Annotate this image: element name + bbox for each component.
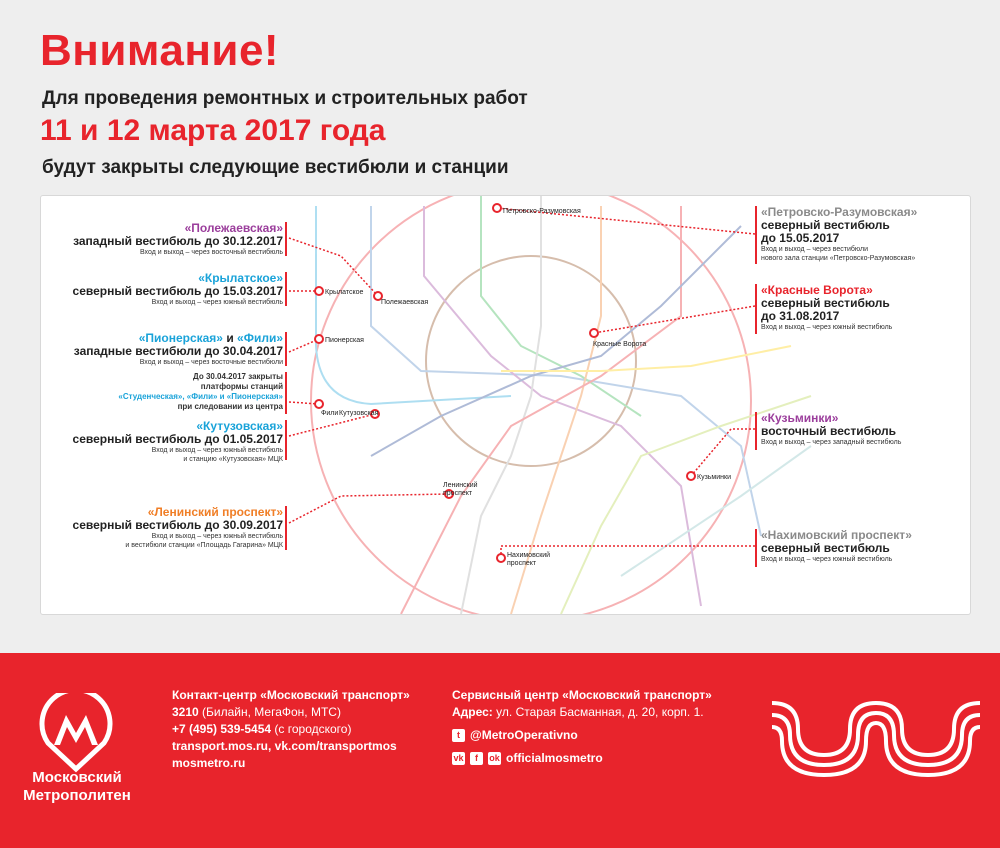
station-marker-pionerskaya: [315, 335, 323, 343]
map-label-leninsky-2: проспект: [443, 490, 473, 497]
note-small: Вход и выход – через южный вестибюль: [151, 447, 283, 454]
note-small: Вход и выход – через восточные вестибюли: [139, 359, 283, 366]
note-bracket: [755, 206, 757, 264]
station-marker-petrovsko: [493, 204, 501, 212]
service-center-block: [452, 687, 712, 767]
contact-phone[interactable]: +7 (495) 539-5454: [172, 722, 272, 736]
map-label-polezhaevskaya: Полежаевская: [381, 299, 429, 306]
vk-icon[interactable]: vk: [453, 753, 464, 763]
note-detail: до 15.05.2017: [761, 231, 840, 245]
note-leninsky: [73, 506, 283, 550]
note-detail: северный вестибюль: [761, 296, 890, 310]
note-polezhaevskaya: [73, 222, 283, 257]
note-kutuzovskaya: [73, 420, 283, 464]
note-station-name: «Петровско-Разумовская»: [761, 205, 918, 219]
metro-wave-icon: [768, 689, 990, 781]
note-name-a: «Пионерская»: [138, 331, 223, 345]
twitter-row: [452, 727, 712, 744]
note-small: Вход и выход – через восточный вестибюль: [139, 249, 283, 256]
map-label-kutuzovskaya: Кутузовская: [339, 410, 379, 417]
announcement-line-3: будут закрыты следующие вестибюли и станции: [42, 157, 509, 178]
note-small: и станцию «Кутузовская» МЦК: [183, 456, 283, 463]
connector-kutuzovskaya: [289, 414, 375, 436]
note-krylatskoe: [73, 272, 283, 307]
note-bracket: [755, 412, 757, 450]
note-kuzminki: [761, 412, 901, 447]
note-bracket: [285, 222, 287, 256]
odnoklassniki-icon[interactable]: ok: [489, 753, 500, 763]
contact-phone-line: [172, 721, 410, 738]
note-small: Вход и выход – через южный вестибюль: [761, 324, 893, 331]
note-line: платформы станций: [200, 382, 283, 391]
note-detail: северный вестибюль до 30.09.2017: [72, 518, 283, 532]
note-petrovsko: [761, 206, 917, 263]
note-stations: «Студенческая», «Фили» и «Пионерская»: [118, 392, 283, 401]
contact-phone-note: (с городского): [274, 722, 352, 736]
note-detail: восточный вестибюль: [761, 424, 897, 438]
zamoskvoretskaya-line: [481, 196, 641, 416]
note-bracket: [755, 284, 757, 334]
note-detail: западные вестибюли до 30.04.2017: [73, 344, 283, 358]
contact-center-block: [172, 687, 410, 772]
brand-line-2: Метрополитен: [23, 787, 131, 804]
page-title: Внимание!: [40, 26, 280, 75]
note-line: при следовании из центра: [177, 402, 283, 411]
note-station-name: «Кутузовская»: [196, 419, 283, 433]
note-line: До 30.04.2017 закрыты: [193, 372, 283, 381]
note-small: Вход и выход – через западный вестибюль: [761, 439, 902, 446]
note-detail: западный вестибюль до 30.12.2017: [73, 234, 283, 248]
social-handle[interactable]: officialmosmetro: [506, 751, 603, 765]
note-bracket: [285, 372, 287, 414]
map-label-petrovsko: Петровско-Разумовская: [503, 208, 581, 215]
note-bracket: [285, 420, 287, 460]
contact-short-note: (Билайн, МегаФон, МТС): [202, 705, 341, 719]
metro-map-card: [40, 195, 971, 615]
service-title: Сервисный центр «Московский транспорт»: [452, 688, 712, 702]
note-nakhimovsky: [761, 529, 912, 564]
note-small: нового зала станции «Петровско-Разумовская»: [761, 255, 916, 262]
note-detail: северный вестибюль до 15.03.2017: [72, 284, 283, 298]
footer: [0, 653, 1000, 848]
note-station-name: «Красные Ворота»: [761, 283, 873, 297]
note-detail: до 31.08.2017: [761, 309, 840, 323]
note-bracket: [285, 332, 287, 366]
metro-logo-icon: [38, 693, 114, 773]
note-small: Вход и выход – через южный вестибюль: [761, 556, 893, 563]
note-krasnye: [761, 284, 892, 332]
station-marker-krylatskoe: [315, 287, 323, 295]
facebook-icon[interactable]: f: [470, 752, 483, 765]
map-label-krasnye: Красные Ворота: [593, 341, 647, 348]
note-small: Вход и выход – через южный вестибюль: [151, 533, 283, 540]
note-name-b: «Фили»: [237, 331, 283, 345]
note-small: Вход и выход – через вестибюли: [761, 246, 868, 253]
map-label-leninsky-1: Ленинский: [443, 482, 478, 489]
station-marker-fili: [315, 400, 323, 408]
map-label-fili: Фили: [321, 410, 339, 417]
note-name-and: и: [222, 331, 238, 345]
map-label-krylatskoe: Крылатское: [325, 289, 364, 296]
contact-short-number[interactable]: 3210: [172, 705, 199, 719]
twitter-handle[interactable]: @MetroOperativno: [470, 728, 578, 742]
connector-krasnye: [594, 306, 755, 333]
contact-sites-link[interactable]: transport.mos.ru, vk.com/transportmos: [172, 739, 397, 753]
address-line: [452, 704, 712, 721]
address-label: Адрес:: [452, 705, 493, 719]
station-marker-kuzminki: [687, 472, 695, 480]
note-station-name: «Полежаевская»: [184, 221, 283, 235]
station-marker-krasnye: [590, 329, 598, 337]
station-marker-nakhimovsky: [497, 554, 505, 562]
address-value: ул. Старая Басманная, д. 20, корп. 1.: [496, 705, 704, 719]
note-station-name: «Кузьминки»: [761, 411, 839, 425]
brand-line-1: Московский: [32, 769, 122, 786]
arbatsko-pokrovskaya-line: [371, 226, 741, 456]
map-label-nakhimovsky-1: Нахимовский: [507, 552, 551, 559]
connector-leninsky: [289, 494, 449, 523]
note-detail: северный вестибюль до 01.05.2017: [72, 432, 283, 446]
announcement-dates: 11 и 12 марта 2017 года: [40, 114, 386, 147]
brand-name: [12, 769, 142, 805]
note-small: Вход и выход – через южный вестибюль: [151, 299, 283, 306]
note-detail: северный вестибюль: [761, 218, 890, 232]
note-station-name: «Крылатское»: [198, 271, 283, 285]
contact-site2-link[interactable]: mosmetro.ru: [172, 756, 246, 770]
note-station-name: «Нахимовский проспект»: [761, 528, 912, 542]
note-bracket: [285, 506, 287, 550]
note-pionerskaya-fili: [74, 332, 283, 367]
note-station-name: «Ленинский проспект»: [147, 505, 283, 519]
note-platforms: [118, 372, 283, 412]
contact-title: Контакт-центр «Московский транспорт»: [172, 688, 410, 702]
announcement-line-1: Для проведения ремонтных и строительных работ: [42, 88, 528, 109]
note-bracket: [755, 529, 757, 567]
circle-line: [426, 256, 636, 466]
map-label-pionerskaya: Пионерская: [325, 337, 364, 344]
connector-polezhaevskaya: [289, 238, 378, 296]
note-bracket: [285, 272, 287, 306]
map-label-nakhimovsky-2: проспект: [507, 560, 537, 567]
map-label-kuzminki: Кузьминки: [697, 474, 731, 481]
social-row: [452, 750, 712, 767]
note-detail: северный вестибюль: [761, 541, 890, 555]
note-small: и вестибюли станции «Площадь Гагарина» МЦК: [125, 542, 283, 549]
contact-short-line: [172, 704, 410, 721]
twitter-icon[interactable]: t: [452, 729, 465, 742]
